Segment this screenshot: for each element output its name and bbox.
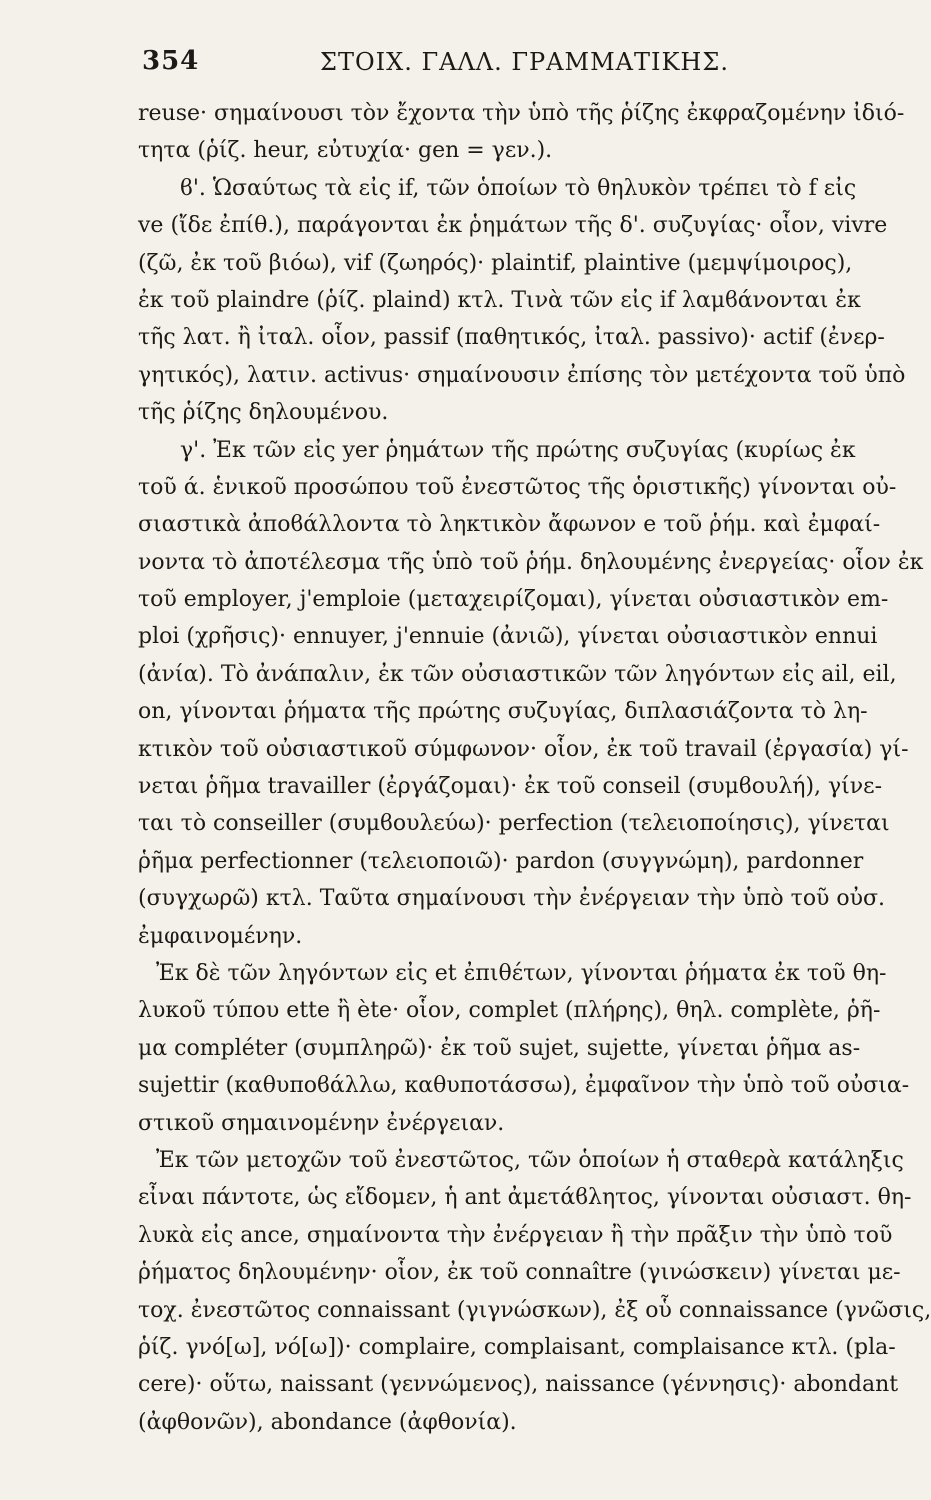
text-line: τητα (ῥίζ. heur, εὐτυχία· gen = γεν.). bbox=[138, 138, 553, 164]
text-line: on, γίνονται ῥήματα τῆς πρώτης συζυγίας, διπλασιάζοντα τὸ λη- bbox=[138, 699, 868, 725]
text-line: Ἐκ τῶν μετοχῶν τοῦ ἐνεστῶτος, τῶν ὁποίων ἡ σταθερὰ κατάληξις bbox=[156, 1147, 904, 1173]
text-line: ῥῆμα perfectionner (τελειοποιῶ)· pardon (συγγνώμη), pardonner bbox=[138, 848, 864, 874]
text-line: ται τὸ conseiller (συμϐουλεύω)· perfection (τελειοποίησις), γίνεται bbox=[138, 811, 890, 837]
text-line: cere)· οὕτω, naissant (γεννώμενος), naissance (γέννησις)· abondant bbox=[138, 1372, 899, 1398]
text-line: ϐ'. Ὡσαύτως τὰ εἰς if, τῶν ὁποίων τὸ θηλυκὸν τρέπει τὸ f εἰς bbox=[180, 175, 857, 201]
text-line: (ζῶ, ἐκ τοῦ βιόω), vif (ζωηρός)· plaintif, plaintive (μεμψίμοιρος), bbox=[138, 250, 853, 276]
text-line: σιαστικὰ ἀποϐάλλοντα τὸ ληκτικὸν ἄφωνον e τοῦ ῥήμ. καὶ ἐμφαί- bbox=[138, 512, 881, 538]
text-line: λυκοῦ τύπου ette ἢ ète· οἷον, complet (πλήρης), θηλ. complète, ῥῆ- bbox=[138, 998, 881, 1024]
text-line: εἶναι πάντοτε, ὡς εἴδομεν, ἡ ant ἀμετάϐλητος, γίνονται οὐσιαστ. θη- bbox=[138, 1185, 912, 1211]
text-line: λυκὰ εἰς ance, σημαίνοντα τὴν ἐνέργειαν ἢ τὴν πρᾶξιν τὴν ὑπὸ τοῦ bbox=[138, 1222, 893, 1248]
text-line: ἐμφαινομένην. bbox=[138, 923, 303, 949]
text-line: στικοῦ σημαινομένην ἐνέργειαν. bbox=[138, 1110, 505, 1136]
page-header bbox=[140, 40, 849, 84]
text-line: ἐκ τοῦ plaindre (ῥίζ. plaind) κτλ. Τινὰ τῶν εἰς if λαμϐάνονται ἐκ bbox=[138, 287, 861, 313]
text-line: τοχ. ἐνεστῶτος connaissant (γιγνώσκων), ἐξ οὗ connaissance (γνῶσις, bbox=[138, 1297, 931, 1323]
text-line: ve (ἴδε ἐπίθ.), παράγονται ἐκ ῥημάτων τῆς δ'. συζυγίας· οἷον, vivre bbox=[138, 213, 888, 239]
body-text bbox=[138, 95, 931, 1441]
text-line: reuse· σημαίνουσι τὸν ἔχοντα τὴν ὑπὸ τῆς ῥίζης ἐκφραζομένην ἰδιό- bbox=[138, 101, 905, 126]
text-line: (ἀνία). Τὸ ἀνάπαλιν, ἐκ τῶν οὐσιαστικῶν τῶν ληγόντων εἰς ail, eil, bbox=[138, 661, 897, 687]
page-number: 354 bbox=[142, 46, 200, 76]
text-line: τοῦ ά. ἑνικοῦ προσώπου τοῦ ἐνεστῶτος τῆς ὁριστικῆς) γίνονται οὐ- bbox=[138, 474, 897, 500]
text-line: γ'. Ἐκ τῶν εἰς yer ῥημάτων τῆς πρώτης συζυγίας (κυρίως ἐκ bbox=[180, 437, 856, 463]
text-line: τῆς ῥίζης δηλουμένου. bbox=[138, 400, 389, 426]
text-line: τῆς λατ. ἢ ἰταλ. οἷον, passif (παθητικός, ἰταλ. passivo)· actif (ἐνερ- bbox=[138, 325, 885, 351]
text-line: ῥίζ. γνό[ω], νό[ω])· complaire, complaisant, complaisance κτλ. (pla- bbox=[138, 1334, 896, 1360]
text-line: τοῦ employer, j'emploie (μεταχειρίζομαι), γίνεται οὐσιαστικὸν em- bbox=[138, 587, 889, 613]
text-line: μα compléter (συμπληρῶ)· ἐκ τοῦ sujet, sujette, γίνεται ῥῆμα as- bbox=[138, 1035, 861, 1061]
text-line: νοντα τὸ ἀποτέλεσμα τῆς ὑπὸ τοῦ ῥήμ. δηλουμένης ἐνεργείας· οἷον ἐκ bbox=[138, 549, 924, 575]
text-line: νεται ῥῆμα travailler (ἐργάζομαι)· ἐκ τοῦ conseil (συμϐουλή), γίνε- bbox=[138, 774, 883, 800]
text-line: (συγχωρῶ) κτλ. Ταῦτα σημαίνουσι τὴν ἐνέργειαν τὴν ὑπὸ τοῦ οὐσ. bbox=[138, 886, 886, 912]
text-line: ploi (χρῆσις)· ennuyer, j'ennuie (ἀνιῶ), γίνεται οὐσιαστικὸν ennui bbox=[138, 624, 878, 650]
text-line: κτικὸν τοῦ οὐσιαστικοῦ σύμφωνον· οἷον, ἐκ τοῦ travail (ἐργασία) γί- bbox=[138, 736, 909, 762]
text-line: γητικός), λατιν. activus· σημαίνουσιν ἐπίσης τὸν μετέχοντα τοῦ ὑπὸ bbox=[138, 362, 906, 388]
text-line: ῥήματος δηλουμένην· οἷον, ἐκ τοῦ connaître (γινώσκειν) γίνεται με- bbox=[138, 1260, 901, 1286]
text-line: sujettir (καθυποϐάλλω, καθυποτάσσω), ἐμφαῖνον τὴν ὑπὸ τοῦ οὐσια- bbox=[138, 1073, 910, 1099]
text-line: (ἀφθονῶν), abondance (ἀφθονία). bbox=[138, 1409, 517, 1435]
running-title: ΣΤΟΙΧ. ΓΑΛΛ. ΓΡΑΜΜΑΤΙΚΗΣ. bbox=[320, 48, 729, 76]
text-line: Ἐκ δὲ τῶν ληγόντων εἰς et ἐπιθέτων, γίνονται ῥήματα ἐκ τοῦ θη- bbox=[156, 960, 887, 986]
